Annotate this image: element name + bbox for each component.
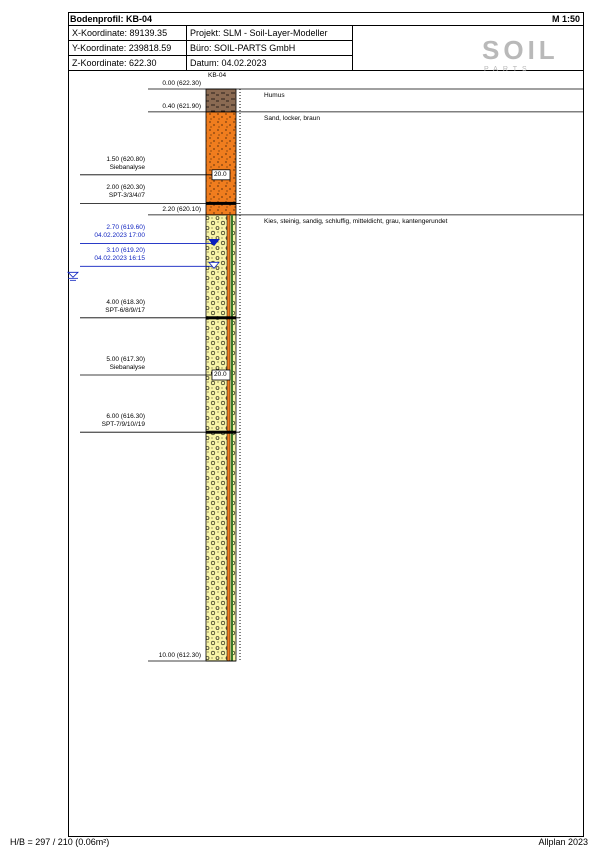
scale-label: M 1:50	[551, 14, 580, 24]
sample-value: 20.0	[214, 371, 227, 378]
groundwater-legend-triangle	[68, 272, 78, 277]
sample-value: 20.0	[214, 170, 227, 178]
spt-depth-label: 6.00 (616.30)	[106, 413, 145, 421]
spt-depth-label: 2.00 (620.30)	[106, 184, 145, 192]
layer-description: Kies, steinig, sandig, schluffig, mitteldicht, grau, kantengerundet	[264, 217, 448, 225]
layer-0	[206, 89, 236, 112]
project-name: Projekt: SLM - Soil-Layer-Modeller	[190, 28, 328, 38]
office-name: Büro: SOIL-PARTS GmbH	[190, 43, 296, 53]
spt-result-label: SPT-3/3/4//7	[108, 192, 145, 200]
groundwater-depth-label: 3.10 (619.20)	[106, 247, 145, 255]
groundwater-date-label: 04.02.2023 17:00	[94, 232, 145, 240]
logo-sub-text: PARTS	[484, 66, 532, 73]
depth-label: 10.00 (612.30)	[158, 652, 201, 659]
depth-label: 0.40 (621.90)	[162, 102, 201, 110]
layer-description: Sand, locker, braun	[264, 114, 321, 122]
logo-main-text: SOIL	[482, 35, 559, 65]
date-label: Datum: 04.02.2023	[190, 58, 267, 68]
spt-marker	[206, 316, 236, 319]
software-label: Allplan 2023	[538, 837, 588, 847]
format-label: H/B = 297 / 210 (0.06m²)	[10, 837, 110, 847]
y-coordinate: Y-Koordinate: 239818.59	[72, 43, 172, 53]
sample-type-label: Siebanalyse	[109, 163, 145, 171]
spt-result-label: SPT-6/8/9//17	[105, 306, 145, 314]
spt-result-label: SPT-7/9/10//19	[101, 421, 145, 429]
layer-description: Humus	[264, 92, 285, 99]
depth-label: 2.20 (620.10)	[162, 205, 201, 213]
spt-marker	[206, 202, 236, 205]
filter-band	[227, 215, 230, 661]
groundwater-depth-label: 2.70 (619.60)	[106, 224, 145, 232]
depth-label: 0.00 (622.30)	[162, 80, 201, 87]
sample-depth-label: 5.00 (617.30)	[106, 356, 145, 363]
groundwater-date-label: 04.02.2023 16:15	[94, 255, 145, 263]
borehole-name: KB-04	[208, 72, 227, 79]
spt-depth-label: 4.00 (618.30)	[106, 298, 145, 306]
layer-1	[206, 112, 236, 215]
sample-depth-label: 1.50 (620.80)	[106, 155, 145, 163]
sample-type-label: Siebanalyse	[109, 364, 145, 371]
profile-title: Bodenprofil: KB-04	[70, 14, 152, 24]
z-coordinate: Z-Koordinate: 622.30	[72, 58, 157, 68]
filter-band	[231, 215, 233, 661]
spt-marker	[206, 431, 236, 434]
x-coordinate: X-Koordinate: 89139.35	[72, 28, 168, 38]
